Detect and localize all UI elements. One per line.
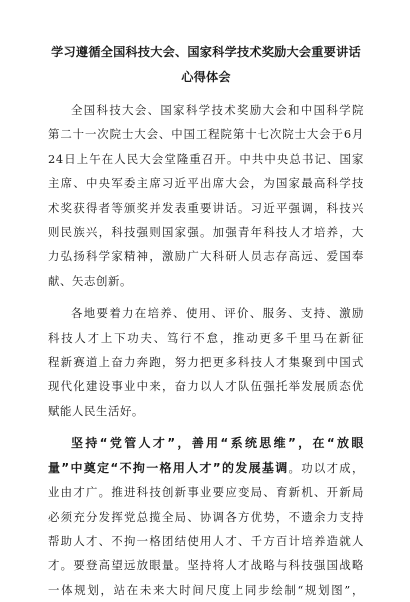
bold-lead-text: 量”中奠定“不拘一格用人才”的发展基调 [48,460,289,475]
paragraph-text: 。功以才成， [288,460,364,475]
title-line-2: 心得体会 [181,70,231,84]
title-line-1: 学习遵循全国科技大会、国家科学技术奖励大会重要讲话 [51,45,361,59]
paragraph-line: 必须充分发挥党总揽全局、协调各方优势，不遗余力支持 [48,509,364,524]
paragraph-3 [48,431,364,602]
paragraph-line: 科技人才上下功夫、笃行不怠，推动更多千里马在新征 [48,330,364,345]
paragraph-line: 程新赛道上奋力奔跑，努力把更多科技人才集聚到中国式 [48,355,364,370]
paragraph-line: 才。要登高望远放眼量。坚持将人才战略与科技强国战略 [48,558,364,573]
paragraph-line: 各地要着力在培养、使用、评价、服务、支持、激励 [71,306,364,321]
document-title [48,40,364,90]
paragraph-line: 则民族兴，科技强则国家强。加强青年科技人才培养，大 [48,225,364,240]
paragraph-line: 现代化建设事业中来，奋力以人才队伍强托举发展质态优 [48,379,364,394]
paragraph-line: 第二十一次院士大会、中国工程院第十七次院士大会于6月 [48,127,364,142]
paragraph-2 [48,301,364,423]
paragraph-line: 赋能人民生活好。 [48,403,144,418]
paragraph-line: 24日上午在人民大会堂隆重召开。中共中央总书记、国家 [48,151,364,166]
paragraph-line: 一体规划，站在未来大时间尺度上同步绘制“规划图”， [48,582,364,597]
paragraph-line: 主席、中央军委主席习近平出席大会，为国家最高科学技 [48,176,364,191]
paragraph-1 [48,98,364,293]
paragraph-line: 帮助人才、不拘一格团结使用人才、千方百计培养造就人 [48,533,364,548]
paragraph-line: 全国科技大会、国家科学技术奖励大会和中国科学院 [71,103,364,117]
bold-lead-line: 坚持“党管人才”，善用“系统思维”，在“放眼 [71,436,364,451]
paragraph-line: 献、矢志创新。 [48,273,132,288]
paragraph-line: 术奖获得者等颁奖并发表重要讲话。习近平强调，科技兴 [48,200,364,215]
paragraph-line [48,456,364,480]
paragraph-line: 力弘扬科学家精神，激励广大科研人员志存高远、爱国奉 [48,249,364,264]
paragraph-line: 业由才广。推进科技创新事业要应变局、育新机、开新局 [48,485,364,500]
